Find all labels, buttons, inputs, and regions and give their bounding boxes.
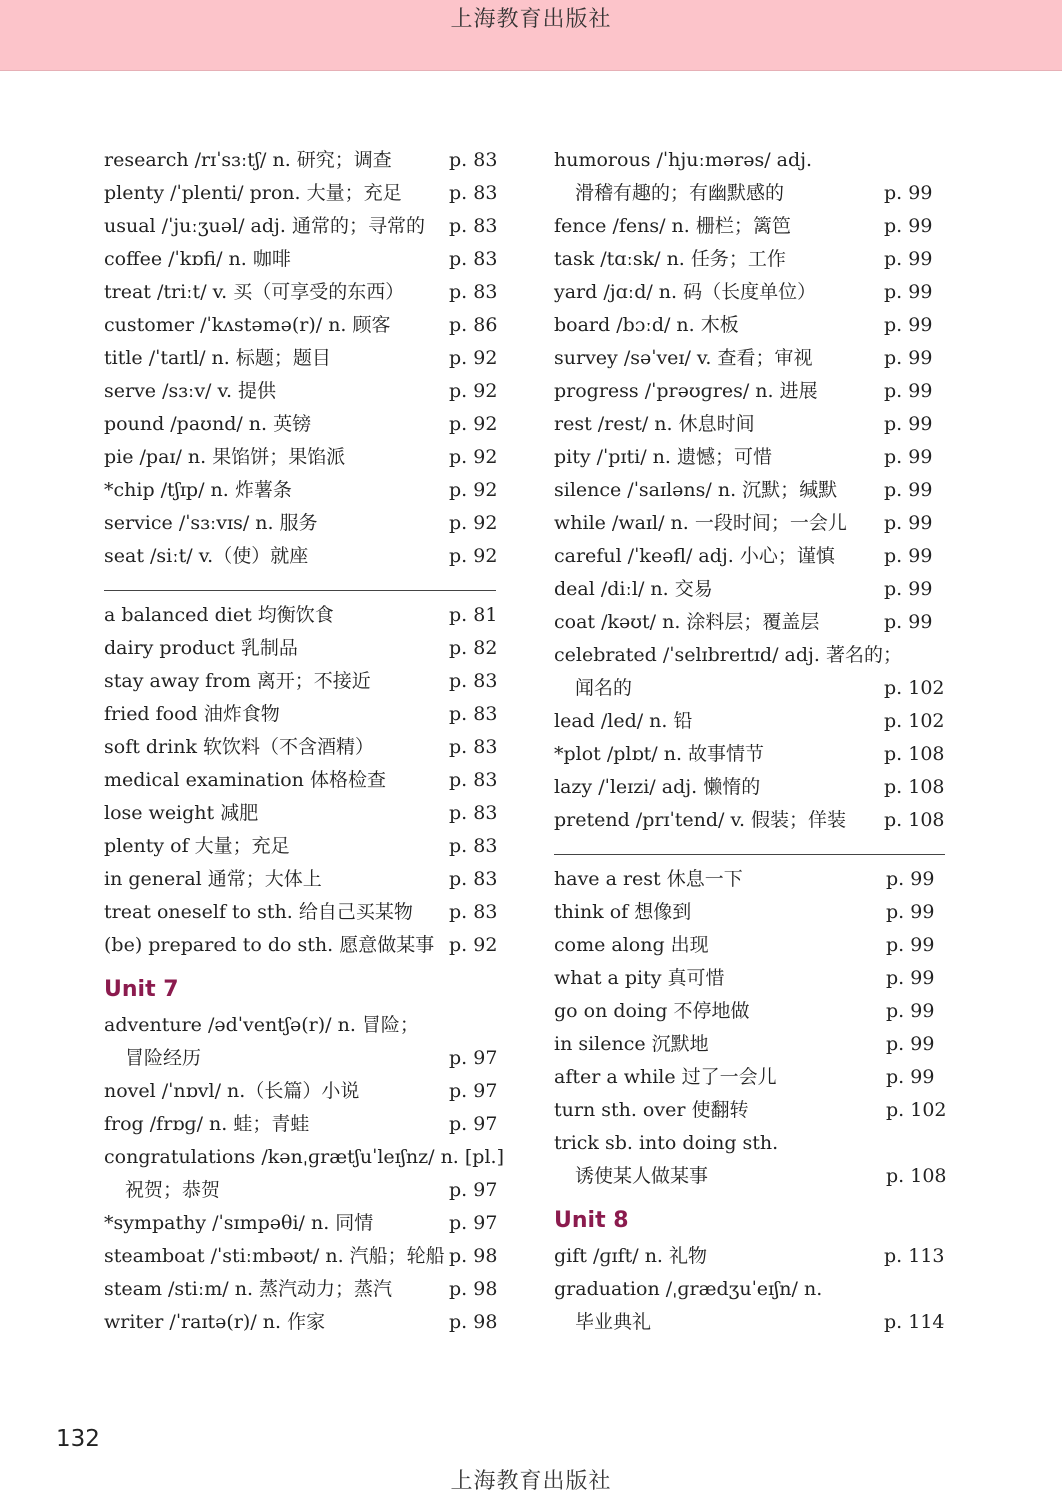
page-reference: p. 99 [886,1000,935,1022]
page-reference: p. 97 [449,1047,498,1069]
entry-text: lose weight 减肥 [104,802,259,824]
entry-text: pretend /prɪˈtend/ v. 假装；佯装 [554,809,847,831]
page-reference: p. 92 [449,934,498,956]
entry-text: graduation /ˌɡrædʒuˈeɪʃn/ n. [554,1278,823,1300]
list-item [554,804,946,837]
list-item [554,1240,946,1273]
page-reference: p. 83 [449,182,498,204]
page-reference: p. 83 [449,703,498,725]
entry-text: research /rɪˈsɜːtʃ/ n. 研究；调查 [104,149,392,171]
entry-text: writer /ˈraɪtə(r)/ n. 作家 [104,1311,326,1333]
entry-text: what a pity 真可惜 [554,967,725,989]
right-column [554,144,946,1339]
entry-text: after a while 过了一会儿 [554,1066,777,1088]
entry-text: steam /stiːm/ n. 蒸汽动力；蒸汽 [104,1278,393,1300]
list-item [104,1240,496,1273]
page-reference: p. 108 [886,1165,947,1187]
entry-text: yard /jɑːd/ n. 码（长度单位） [554,281,817,303]
page-reference: p. 99 [884,182,933,204]
page-reference: p. 83 [449,868,498,890]
entry-text: trick sb. into doing sth. [554,1132,779,1154]
page-reference: p. 92 [449,380,498,402]
list-item [554,342,946,375]
page-reference: p. 83 [449,281,498,303]
page-reference: p. 99 [886,868,935,890]
list-item [104,144,496,177]
entry-text: gift /ɡɪft/ n. 礼物 [554,1245,708,1267]
page-reference: p. 82 [449,637,498,659]
page-reference: p. 99 [884,512,933,534]
page-reference: p. 102 [884,710,945,732]
list-item [104,698,496,731]
entry-text: careful /ˈkeəfl/ adj. 小心；谨慎 [554,545,835,567]
phrase-list [554,863,946,1193]
entry-text: 滑稽有趣的；有幽默感的 [575,182,785,204]
page-reference: p. 99 [886,901,935,923]
page-reference: p. 99 [884,347,933,369]
entry-text: frog /frɒɡ/ n. 蛙；青蛙 [104,1113,310,1135]
unit-heading: Unit 7 [104,977,179,1002]
list-item [554,1160,946,1193]
list-item [554,863,946,896]
entry-text: *sympathy /ˈsɪmpəθi/ n. 同情 [104,1212,374,1234]
page-reference: p. 108 [884,809,945,831]
list-item [554,1094,946,1127]
list-item [104,276,496,309]
page-reference: p. 83 [449,736,498,758]
list-item [104,731,496,764]
list-item [104,1273,496,1306]
page-reference: p. 99 [884,545,933,567]
entry-text: fried food 油炸食物 [104,703,280,725]
list-item [554,177,946,210]
list-item [104,1108,496,1141]
list-item [554,672,946,705]
list-item [554,441,946,474]
list-item [554,144,946,177]
list-item [554,507,946,540]
vocabulary-list [554,1240,946,1339]
list-item [554,474,946,507]
page-reference: p. 97 [449,1212,498,1234]
entry-text: lead /led/ n. 铅 [554,710,693,732]
entry-text: rest /rest/ n. 休息时间 [554,413,755,435]
entry-text: service /ˈsɜːvɪs/ n. 服务 [104,512,318,534]
list-item [104,243,496,276]
list-item [554,573,946,606]
entry-text: come along 出现 [554,934,709,956]
page-reference: p. 99 [884,314,933,336]
list-item [554,771,946,804]
page-reference: p. 99 [884,281,933,303]
entry-text: medical examination 体格检查 [104,769,386,791]
list-item [104,342,496,375]
list-item [554,896,946,929]
list-item [554,243,946,276]
publisher-header: 上海教育出版社 [450,7,612,32]
list-item [104,665,496,698]
section-divider [104,590,496,591]
entry-text: serve /sɜːv/ v. 提供 [104,380,277,402]
entry-text: seat /siːt/ v.（使）就座 [104,545,309,567]
page-reference: p. 99 [886,934,935,956]
entry-text: think of 想像到 [554,901,692,923]
list-item [104,797,496,830]
entry-text: steamboat /ˈstiːmbəʊt/ n. 汽船；轮船 [104,1245,445,1267]
page-reference: p. 99 [884,413,933,435]
list-item [104,309,496,342]
list-item [104,474,496,507]
page-reference: p. 98 [449,1245,498,1267]
page-reference: p. 92 [449,479,498,501]
page-reference: p. 108 [884,743,945,765]
page-reference: p. 97 [449,1080,498,1102]
vocabulary-list [554,144,946,837]
list-item [104,929,496,962]
entry-text: pound /paʊnd/ n. 英镑 [104,413,312,435]
entry-text: deal /diːl/ n. 交易 [554,578,713,600]
entry-text: silence /ˈsaɪləns/ n. 沉默；缄默 [554,479,838,501]
list-item [554,375,946,408]
page-reference: p. 99 [886,1033,935,1055]
list-item [554,309,946,342]
entry-text: task /tɑːsk/ n. 任务；工作 [554,248,786,270]
entry-text: 闻名的 [575,677,633,699]
entry-text: stay away from 离开；不接近 [104,670,371,692]
page-reference: p. 114 [884,1311,945,1333]
entry-text: a balanced diet 均衡饮食 [104,604,334,626]
list-item [104,507,496,540]
page-reference: p. 102 [886,1099,947,1121]
list-item [554,1273,946,1306]
list-item [104,632,496,665]
page-reference: p. 83 [449,835,498,857]
list-item [104,896,496,929]
phrase-list [104,599,496,962]
page-reference: p. 92 [449,512,498,534]
page-reference: p. 99 [884,611,933,633]
page-reference: p. 86 [449,314,498,336]
page-reference: p. 97 [449,1113,498,1135]
list-item [554,540,946,573]
page-reference: p. 99 [884,446,933,468]
entry-text: turn sth. over 使翻转 [554,1099,749,1121]
page-reference: p. 108 [884,776,945,798]
list-item [554,738,946,771]
entry-text: customer /ˈkʌstəmə(r)/ n. 顾客 [104,314,391,336]
entry-text: have a rest 休息一下 [554,868,743,890]
page-reference: p. 92 [449,347,498,369]
list-item [554,929,946,962]
entry-text: 毕业典礼 [575,1311,652,1333]
left-column [104,144,504,1339]
list-item [104,177,496,210]
page-reference: p. 92 [449,446,498,468]
list-item [104,830,496,863]
entry-text: go on doing 不停地做 [554,1000,750,1022]
page-reference: p. 113 [884,1245,945,1267]
list-item [554,705,946,738]
list-item [554,408,946,441]
page-reference: p. 99 [884,578,933,600]
entry-text: congratulations /kənˌɡrætʃuˈleɪʃnz/ n. [pl.] [104,1146,504,1168]
list-item [554,1306,946,1339]
page-reference: p. 83 [449,215,498,237]
list-item [104,1042,496,1075]
entry-text: celebrated /ˈselɪbreɪtɪd/ adj. 著名的； [554,644,902,666]
list-item [554,276,946,309]
page-reference: p. 83 [449,802,498,824]
entry-text: *chip /tʃɪp/ n. 炸薯条 [104,479,292,501]
page-reference: p. 98 [449,1311,498,1333]
list-item [554,210,946,243]
entry-text: 祝贺；恭贺 [125,1179,221,1201]
list-item [104,1075,496,1108]
entry-text: coat /kəʊt/ n. 涂料层；覆盖层 [554,611,820,633]
page-reference: p. 99 [884,479,933,501]
entry-text: progress /ˈprəʊɡres/ n. 进展 [554,380,818,402]
list-item [554,639,946,672]
entry-text: coffee /ˈkɒfi/ n. 咖啡 [104,248,291,270]
entry-text: lazy /ˈleɪzi/ adj. 懒惰的 [554,776,761,798]
page-reference: p. 99 [886,1066,935,1088]
entry-text: while /waɪl/ n. 一段时间；一会儿 [554,512,847,534]
entry-text: soft drink 软饮料（不含酒精） [104,736,375,758]
vocabulary-list [104,1009,504,1339]
page-reference: p. 102 [884,677,945,699]
entry-text: 诱使某人做某事 [575,1165,709,1187]
page-reference: p. 83 [449,901,498,923]
entry-text: usual /ˈjuːʒuəl/ adj. 通常的；寻常的 [104,215,426,237]
vocabulary-list [104,144,496,573]
page-reference: p. 99 [884,215,933,237]
list-item [104,1174,496,1207]
list-item [104,540,496,573]
list-item [104,863,496,896]
list-item [104,764,496,797]
entry-text: (be) prepared to do sth. 愿意做某事 [104,934,435,956]
list-item [104,210,496,243]
page-reference: p. 92 [449,545,498,567]
page-reference: p. 99 [884,380,933,402]
list-item [554,1127,946,1160]
entry-text: pie /paɪ/ n. 果馅饼；果馅派 [104,446,346,468]
list-item [554,995,946,1028]
list-item [104,375,496,408]
entry-text: treat /triːt/ v. 买（可享受的东西） [104,281,405,303]
publisher-footer: 上海教育出版社 [450,1469,612,1494]
page-number: 132 [56,1426,100,1452]
entry-text: plenty of 大量；充足 [104,835,290,857]
list-item [104,599,496,632]
entry-text: pity /ˈpɪti/ n. 遗憾；可惜 [554,446,772,468]
entry-text: adventure /ədˈventʃə(r)/ n. 冒险； [104,1014,419,1036]
entry-text: title /ˈtaɪtl/ n. 标题；题目 [104,347,331,369]
page-reference: p. 98 [449,1278,498,1300]
list-item [104,1141,504,1174]
list-item [104,1009,496,1042]
entry-text: novel /ˈnɒvl/ n.（长篇）小说 [104,1080,360,1102]
entry-text: plenty /ˈplenti/ pron. 大量；充足 [104,182,402,204]
entry-text: dairy product 乳制品 [104,637,298,659]
section-divider [554,854,945,855]
page-reference: p. 83 [449,149,498,171]
entry-text: humorous /ˈhjuːmərəs/ adj. [554,149,813,171]
list-item [554,962,946,995]
list-item [104,441,496,474]
unit-heading: Unit 8 [554,1208,629,1233]
page-reference: p. 99 [884,248,933,270]
list-item [554,1061,946,1094]
page-reference: p. 81 [449,604,498,626]
page-reference: p. 92 [449,413,498,435]
entry-text: fence /fens/ n. 栅栏；篱笆 [554,215,791,237]
page-reference: p. 99 [886,967,935,989]
list-item [104,408,496,441]
entry-text: *plot /plɒt/ n. 故事情节 [554,743,765,765]
list-item [554,606,946,639]
entry-text: survey /səˈveɪ/ v. 查看；审视 [554,347,813,369]
entry-text: board /bɔːd/ n. 木板 [554,314,739,336]
page-reference: p. 83 [449,248,498,270]
page-reference: p. 97 [449,1179,498,1201]
entry-text: in general 通常；大体上 [104,868,322,890]
list-item [104,1306,496,1339]
entry-text: treat oneself to sth. 给自己买某物 [104,901,413,923]
entry-text: 冒险经历 [125,1047,202,1069]
page-reference: p. 83 [449,769,498,791]
list-item [554,1028,946,1061]
page-reference: p. 83 [449,670,498,692]
list-item [104,1207,496,1240]
entry-text: in silence 沉默地 [554,1033,709,1055]
